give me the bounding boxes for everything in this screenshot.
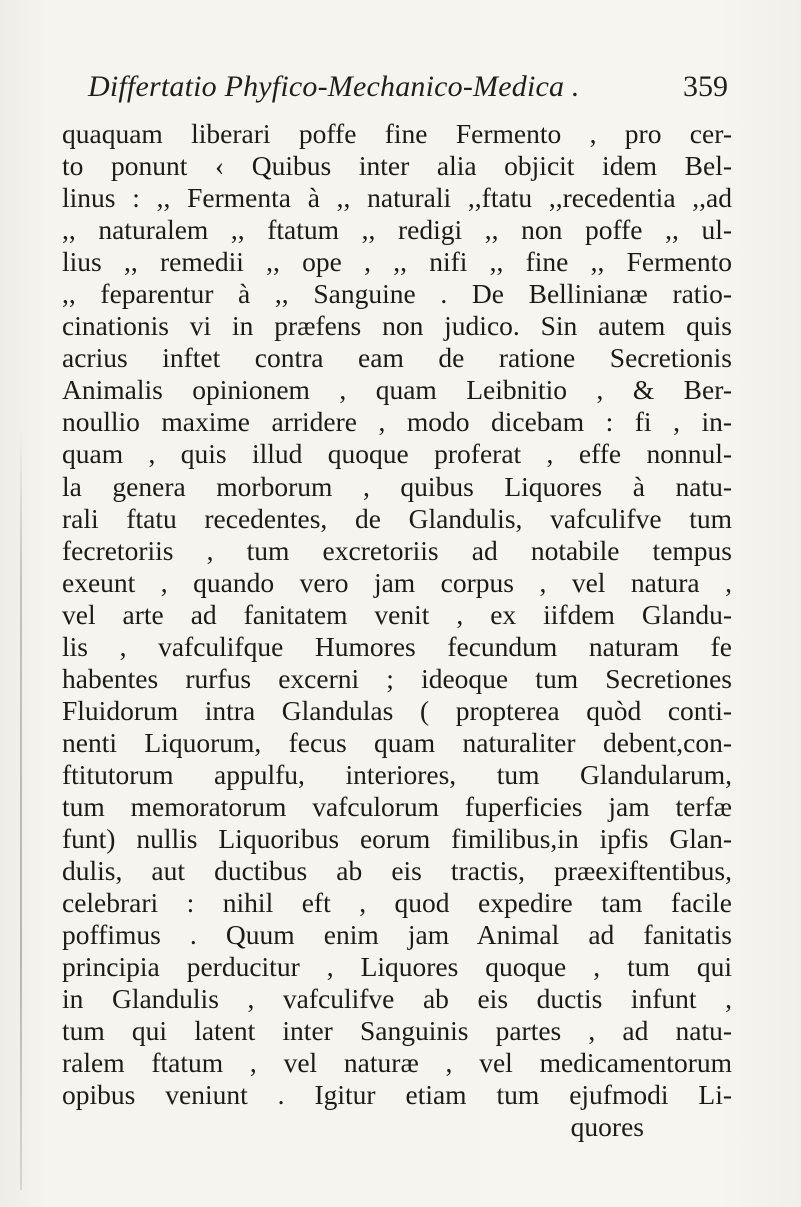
text-line: cinationis vi in præfens non judico. Sin autem quis: [62, 310, 732, 342]
text-line: ftitutorum appulfu, interiores, tum Glandularum,: [62, 758, 732, 790]
page-number: 359: [683, 70, 728, 103]
text-line: quam , quis illud quoque proferat , effe nonnul-: [62, 438, 732, 470]
running-title: Differtatio Phyfico-Mechanico-Medica .: [88, 70, 580, 103]
text-line: Fluidorum intra Glandulas ( propterea quòd conti-: [62, 694, 732, 726]
text-line: rali ftatu recedentes, de Glandulis, vafculifve tum: [62, 502, 732, 534]
text-line: linus : ,, Fermenta à ,, naturali ,,ftatu ,,recedentia ,,ad: [62, 182, 732, 214]
text-line: lius ,, remedii ,, ope , ,, nifi ,, fine ,, Fermento: [62, 246, 732, 278]
text-line: poffimus . Quum enim jam Animal ad fanitatis: [62, 919, 732, 951]
text-line: acrius inftet contra eam de ratione Secretionis: [62, 342, 732, 374]
text-line: nenti Liquorum, fecus quam naturaliter debent,con-: [62, 726, 732, 758]
text-line: dulis, aut ductibus ab eis tractis, præexiftentibus,: [62, 855, 732, 887]
text-line: lis , vafculifque Humores fecundum naturam fe: [62, 630, 732, 662]
text-line: Animalis opinionem , quam Leibnitio , & Ber-: [62, 374, 732, 406]
body-text: [62, 118, 732, 1144]
text-line: celebrari : nihil eft , quod expedire tam facile: [62, 887, 732, 919]
text-line: tum qui latent inter Sanguinis partes , ad natu-: [62, 1015, 732, 1047]
text-line: to ponunt ‹ Quibus inter alia objicit idem Bel-: [62, 150, 732, 182]
text-line: exeunt , quando vero jam corpus , vel natura ,: [62, 566, 732, 598]
text-line: ,, feparentur à ,, Sanguine . De Bellinianæ ratio-: [62, 278, 732, 310]
text-line: habentes rurfus excerni ; ideoque tum Secretiones: [62, 662, 732, 694]
text-line: principia perducitur , Liquores quoque , tum qui: [62, 951, 732, 983]
catchword: quores: [570, 1111, 644, 1143]
text-line: in Glandulis , vafculifve ab eis ductis infunt ,: [62, 983, 732, 1015]
text-line: vel arte ad fanitatem venit , ex iifdem Glandu-: [62, 598, 732, 630]
text-line: funt) nullis Liquoribus eorum fimilibus,in ipfis Glan-: [62, 823, 732, 855]
text-line: fecretoriis , tum excretoriis ad notabile tempus: [62, 534, 732, 566]
text-line: tum memoratorum vafculorum fuperficies jam terfæ: [62, 790, 732, 822]
text-line: la genera morborum , quibus Liquores à natu-: [62, 470, 732, 502]
text-line: opibus veniunt . Igitur etiam tum ejufmodi Li-: [62, 1079, 732, 1111]
text-line: ralem ftatum , vel naturæ , vel medicamentorum: [62, 1047, 732, 1079]
text-line: ,, naturalem ,, ftatum ,, redigi ,, non poffe ,, ul-: [62, 214, 732, 246]
text-line: noullio maxime arridere , modo dicebam : fi , in-: [62, 406, 732, 438]
page-header: [88, 70, 728, 114]
text-line: quaquam liberari poffe fine Fermento , pro cer-: [62, 118, 732, 149]
binding-shadow: [20, 430, 22, 1190]
